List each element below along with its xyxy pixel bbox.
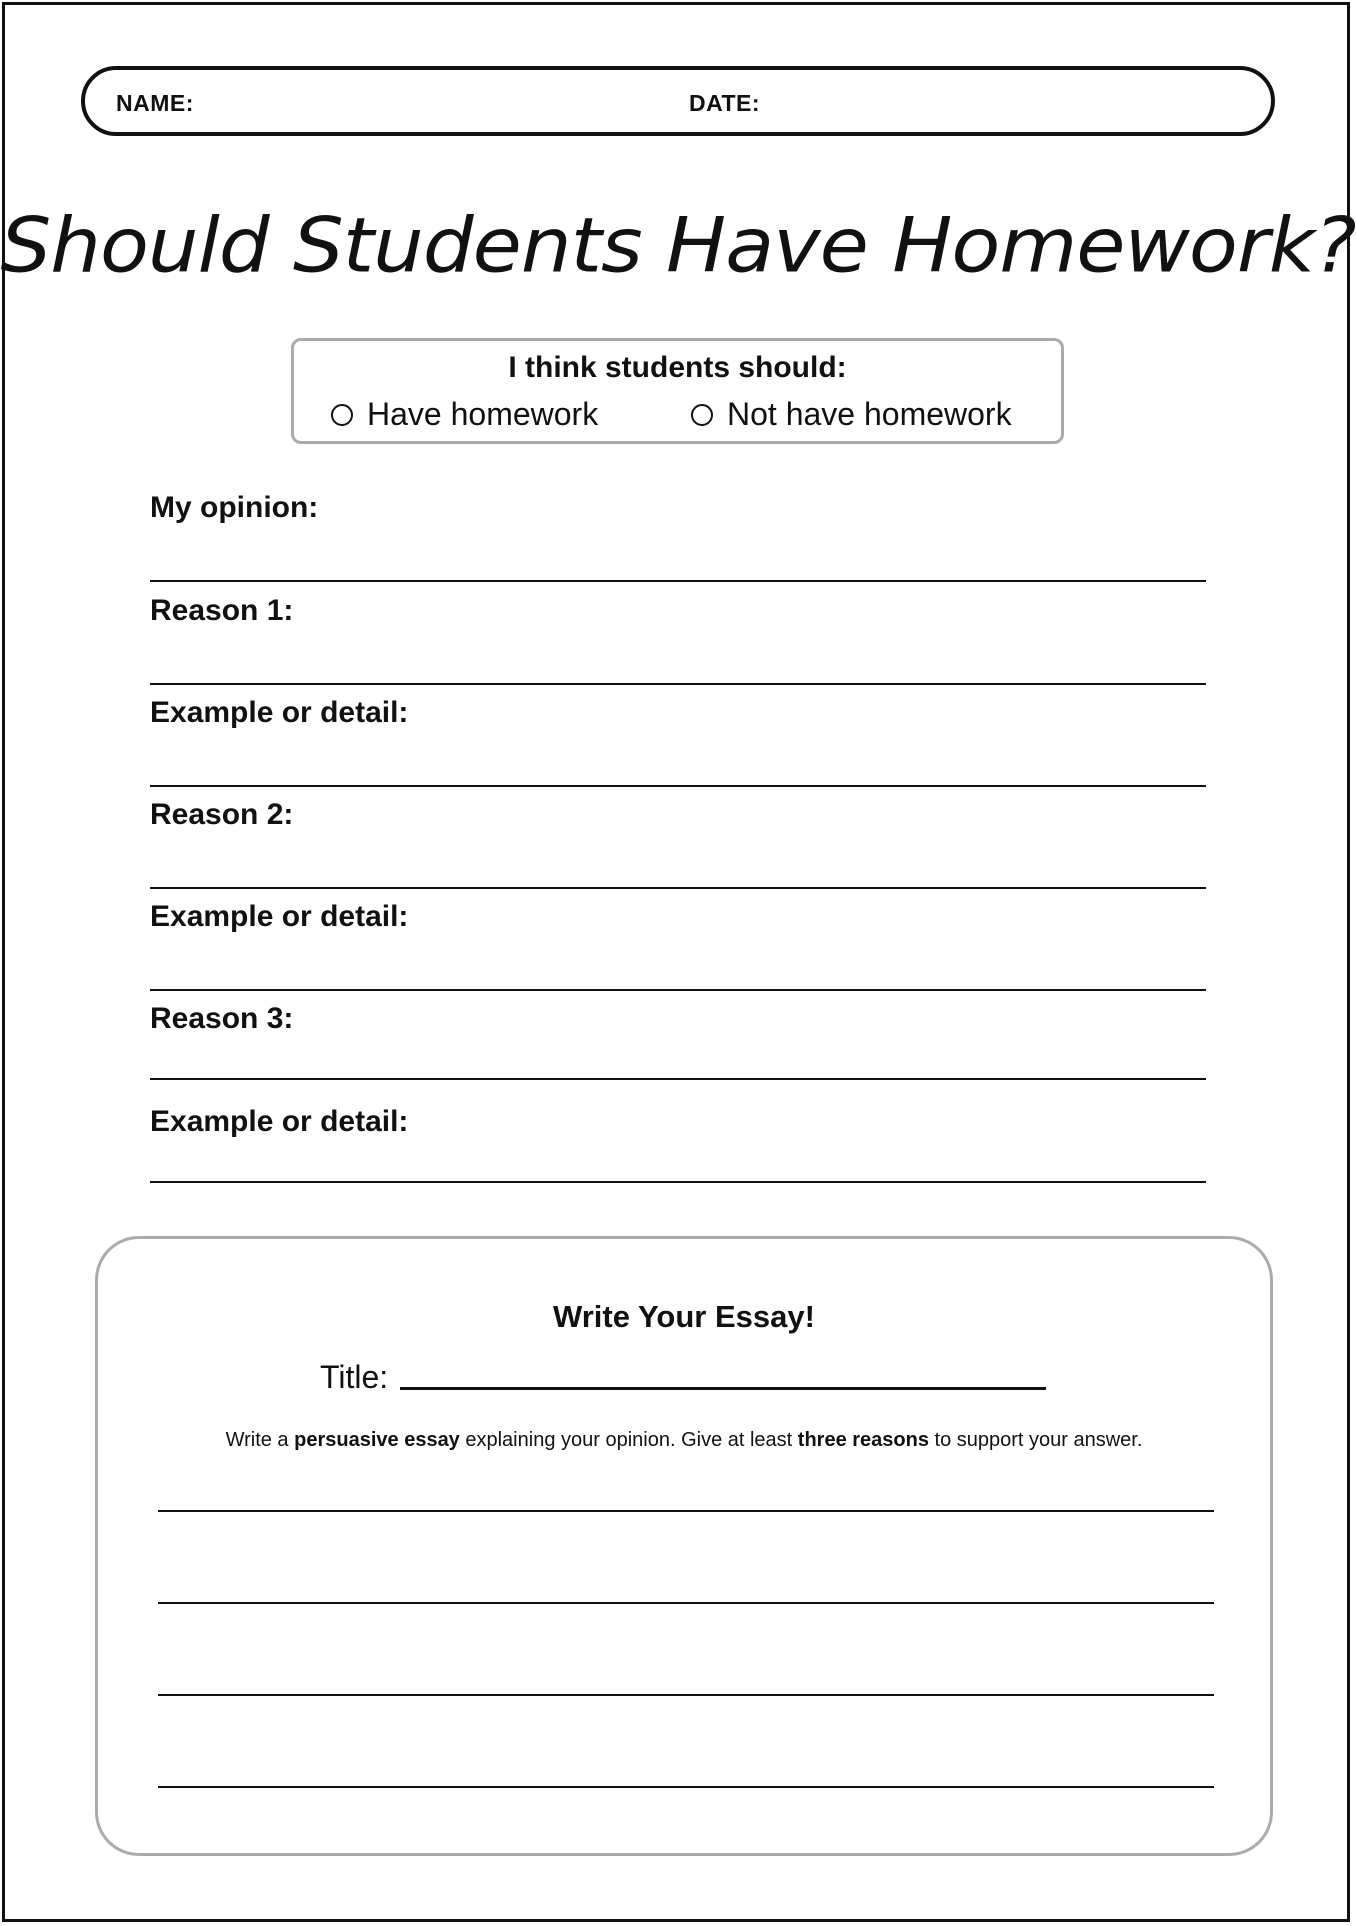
name-label: NAME:	[116, 90, 194, 116]
choice-prompt: I think students should:	[508, 351, 847, 384]
instructions-bold: three reasons	[797, 1429, 929, 1451]
essay-title-line[interactable]	[400, 1387, 1046, 1390]
date-label: DATE:	[689, 90, 761, 116]
essay-writing-line[interactable]	[158, 1786, 1214, 1788]
answer-line[interactable]	[150, 683, 1206, 685]
essay-writing-line[interactable]	[158, 1602, 1214, 1604]
essay-writing-line[interactable]	[158, 1694, 1214, 1696]
name-date-bar	[81, 66, 1275, 136]
radio-circle-icon[interactable]	[691, 404, 713, 426]
instructions-text: Write a	[225, 1429, 295, 1451]
answer-line[interactable]	[150, 887, 1206, 889]
radio-circle-icon[interactable]	[331, 404, 353, 426]
essay-title-row	[320, 1359, 1046, 1396]
field-label: Reason 2:	[150, 798, 294, 831]
answer-line[interactable]	[150, 1181, 1206, 1183]
option-have-homework[interactable]	[331, 396, 598, 433]
field-label: Example or detail:	[150, 1105, 409, 1138]
field-label: Example or detail:	[150, 696, 409, 729]
essay-writing-line[interactable]	[158, 1510, 1214, 1512]
instructions-text: explaining your opinion. Give at least	[459, 1429, 798, 1451]
field-label: Reason 3:	[150, 1002, 294, 1035]
opinion-choice-box	[291, 338, 1064, 444]
field-label: Reason 1:	[150, 594, 294, 627]
instructions-bold: persuasive essay	[294, 1429, 460, 1451]
option-not-have-homework[interactable]	[691, 396, 1012, 433]
worksheet-title: Should Students Have Homework?	[0, 201, 1356, 290]
instructions-text: to support your answer.	[928, 1429, 1143, 1451]
field-label: Example or detail:	[150, 900, 409, 933]
answer-line[interactable]	[150, 989, 1206, 991]
essay-title-label: Title:	[320, 1359, 389, 1395]
essay-instructions	[98, 1429, 1270, 1452]
field-example-1	[150, 695, 1206, 731]
option-label: Not have homework	[727, 396, 1012, 432]
field-example-3	[150, 1104, 1206, 1140]
field-reason-3	[150, 1001, 1206, 1037]
answer-line[interactable]	[150, 1078, 1206, 1080]
essay-heading: Write Your Essay!	[553, 1299, 815, 1334]
field-label: My opinion:	[150, 491, 319, 524]
option-label: Have homework	[367, 396, 599, 432]
answer-line[interactable]	[150, 580, 1206, 582]
field-my-opinion	[150, 490, 1206, 526]
field-reason-2	[150, 797, 1206, 833]
field-example-2	[150, 899, 1206, 935]
answer-line[interactable]	[150, 785, 1206, 787]
essay-box	[95, 1236, 1273, 1856]
field-reason-1	[150, 593, 1206, 629]
